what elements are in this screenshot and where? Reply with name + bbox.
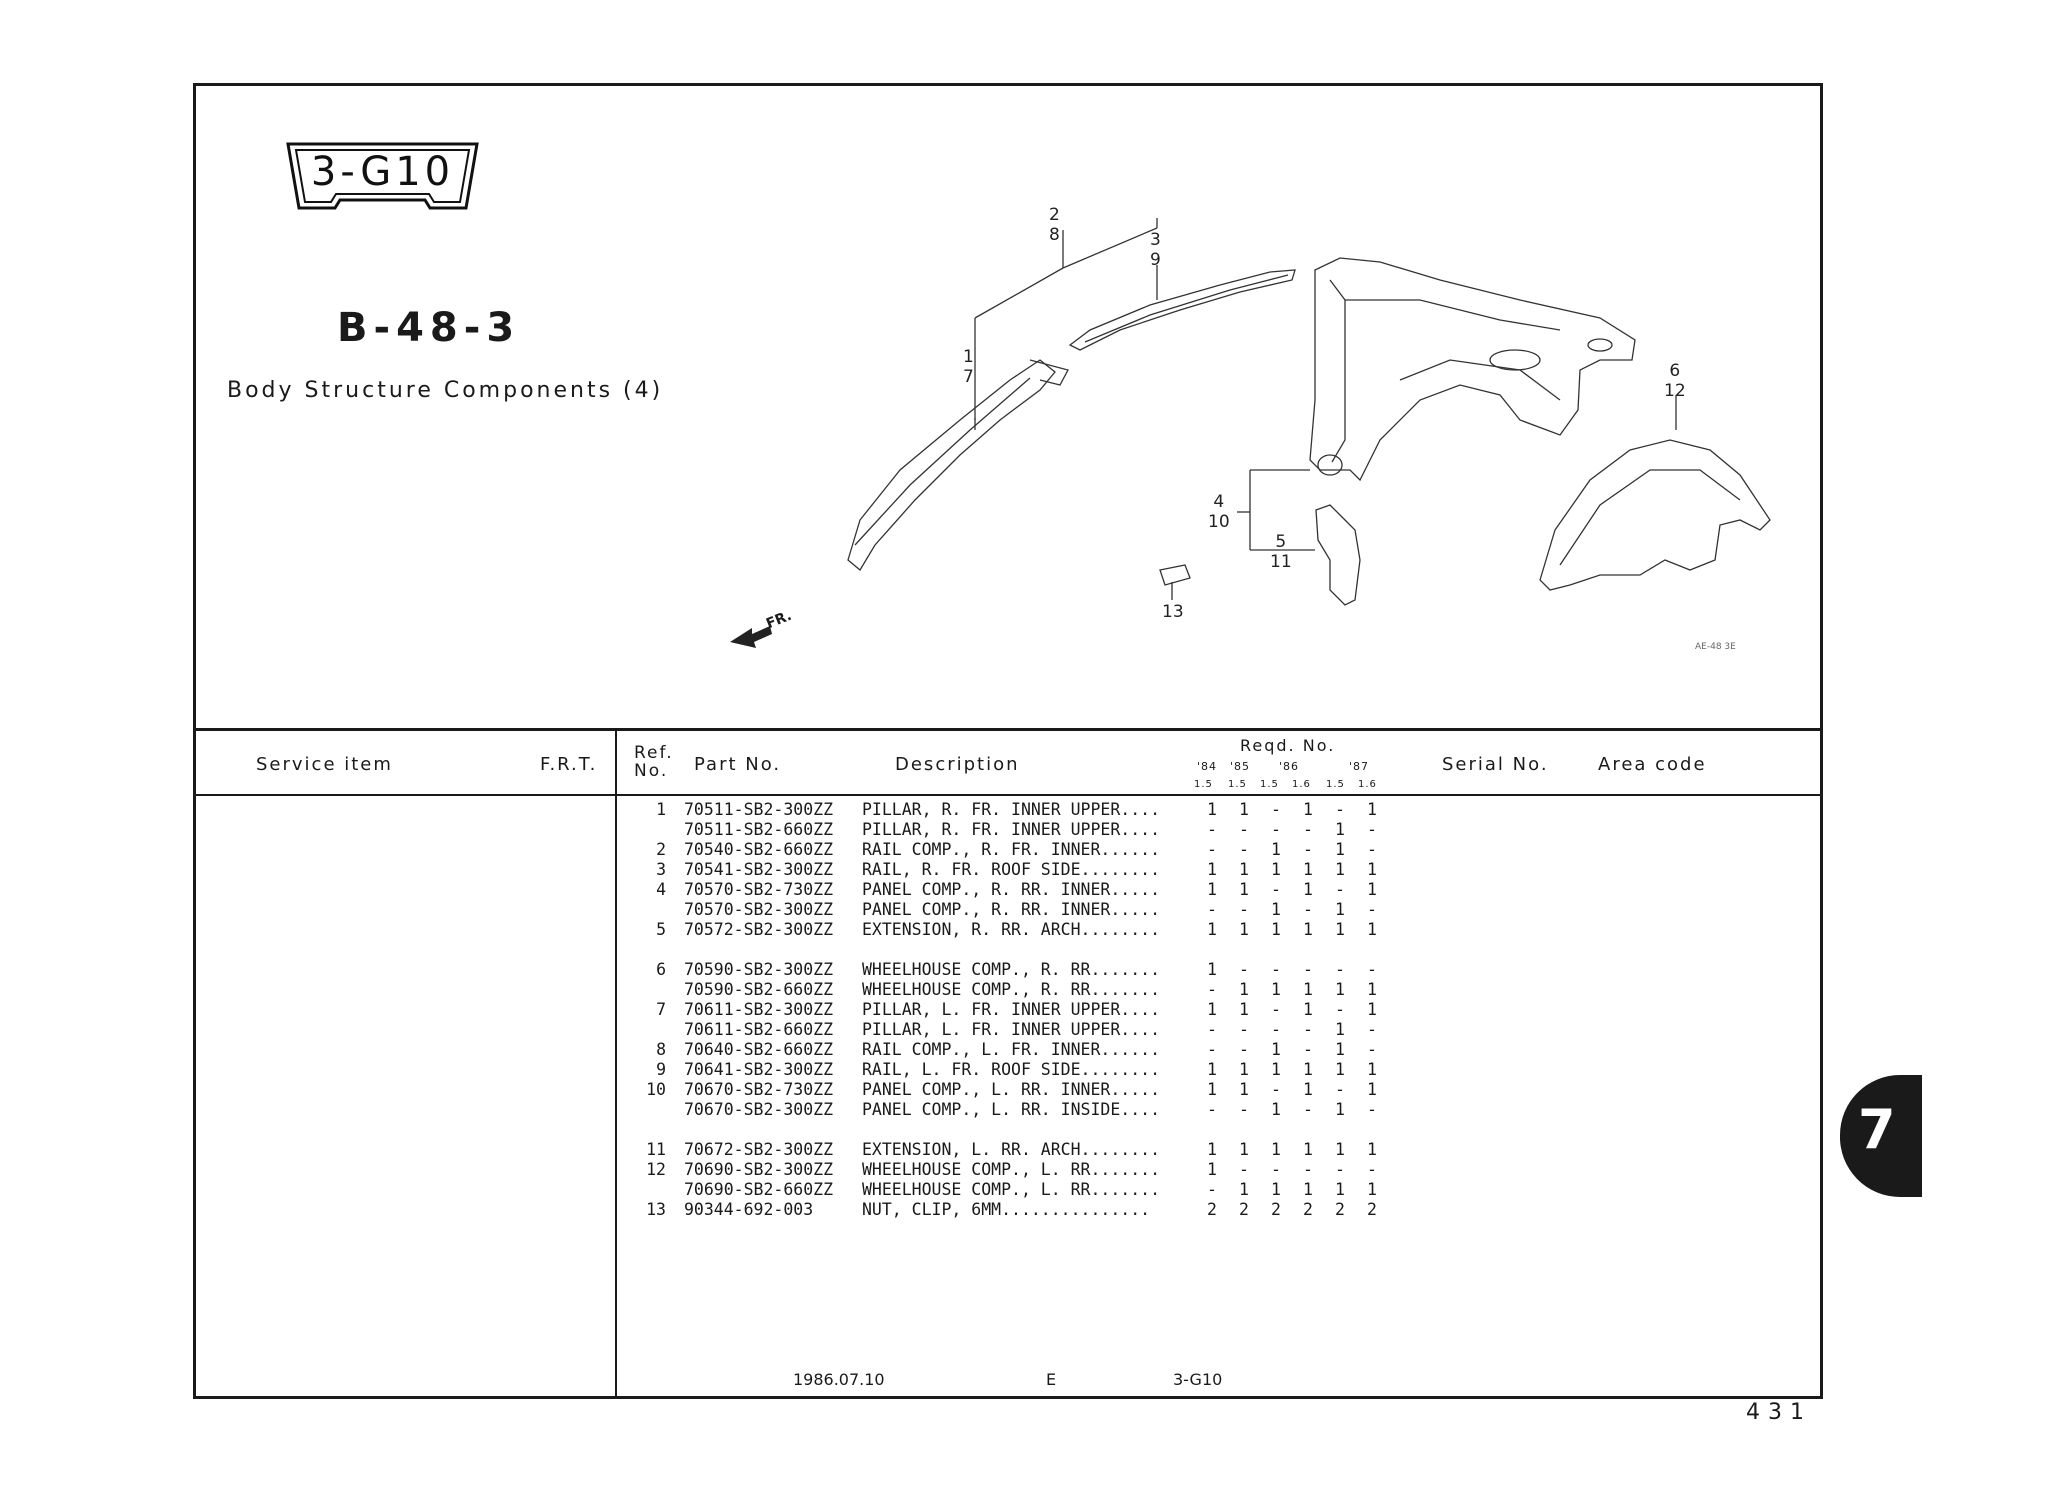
part-description: WHEELHOUSE COMP., R. RR....... (862, 980, 1161, 999)
qty-cell: - (1303, 900, 1313, 919)
part-description: PANEL COMP., L. RR. INNER..... (862, 1080, 1161, 1099)
callout-3-9: 3 9 (1150, 230, 1161, 270)
part-description: PANEL COMP., R. RR. INNER..... (862, 880, 1161, 899)
qty-cell: - (1335, 960, 1345, 979)
section-tab-number: 7 (1858, 1098, 1896, 1161)
part-number: 70570-SB2-300ZZ (684, 900, 834, 919)
part-number: 70540-SB2-660ZZ (684, 840, 834, 859)
qty-cell: 1 (1335, 1100, 1345, 1119)
part-number: 70641-SB2-300ZZ (684, 1060, 834, 1079)
header-engine-1: 1.5 (1228, 779, 1247, 790)
qty-cell: - (1367, 1040, 1377, 1059)
qty-cell: - (1207, 980, 1217, 999)
qty-cell: - (1303, 1160, 1313, 1179)
qty-cell: - (1303, 820, 1313, 839)
qty-cell: - (1239, 1020, 1249, 1039)
part-description: WHEELHOUSE COMP., R. RR....... (862, 960, 1161, 979)
qty-cell: - (1303, 1040, 1313, 1059)
qty-cell: 2 (1303, 1200, 1313, 1219)
part-description: PANEL COMP., L. RR. INSIDE.... (862, 1100, 1161, 1119)
qty-cell: 1 (1335, 1040, 1345, 1059)
qty-cell: - (1239, 820, 1249, 839)
qty-cell: - (1207, 1180, 1217, 1199)
qty-cell: 1 (1303, 1140, 1313, 1159)
callout-5-11: 5 11 (1270, 532, 1292, 572)
footer-code: E (1046, 1370, 1057, 1389)
qty-cell: - (1271, 1160, 1281, 1179)
qty-cell: 1 (1271, 920, 1281, 939)
part-description: PILLAR, R. FR. INNER UPPER.... (862, 800, 1161, 819)
callout-2-8: 2 8 (1049, 205, 1060, 245)
header-service-item: Service item (256, 754, 393, 775)
qty-cell: 2 (1271, 1200, 1281, 1219)
qty-cell: 1 (1239, 800, 1249, 819)
qty-cell: 1 (1303, 980, 1313, 999)
qty-cell: 1 (1207, 1140, 1217, 1159)
header-reqd-no: Reqd. No. (1240, 736, 1336, 755)
header-engine-0: 1.5 (1194, 779, 1213, 790)
header-divider (193, 794, 1823, 796)
qty-cell: 2 (1239, 1200, 1249, 1219)
page-number: 431 (1746, 1400, 1812, 1425)
qty-cell: - (1207, 1100, 1217, 1119)
part-number: 70570-SB2-730ZZ (684, 880, 834, 899)
qty-cell: - (1303, 960, 1313, 979)
qty-cell: 2 (1335, 1200, 1345, 1219)
qty-cell: 1 (1239, 1180, 1249, 1199)
header-serial-no: Serial No. (1442, 754, 1549, 775)
part-number: 70590-SB2-300ZZ (684, 960, 834, 979)
qty-cell: 1 (1335, 860, 1345, 879)
page-title: Body Structure Components (4) (227, 378, 664, 403)
qty-cell: 1 (1271, 840, 1281, 859)
ref-number: 9 (656, 1060, 666, 1079)
qty-cell: 1 (1367, 1180, 1377, 1199)
qty-cell: 1 (1367, 1080, 1377, 1099)
qty-cell: - (1271, 1080, 1281, 1099)
qty-cell: - (1271, 800, 1281, 819)
qty-cell: - (1239, 1040, 1249, 1059)
part-number: 70670-SB2-300ZZ (684, 1100, 834, 1119)
qty-cell: 1 (1271, 1140, 1281, 1159)
qty-cell: - (1367, 840, 1377, 859)
qty-cell: 1 (1367, 1000, 1377, 1019)
header-engine-3: 1.6 (1292, 779, 1311, 790)
part-number: 70572-SB2-300ZZ (684, 920, 834, 939)
qty-cell: - (1367, 1100, 1377, 1119)
qty-cell: 1 (1239, 1140, 1249, 1159)
column-divider (615, 728, 617, 1398)
qty-cell: 1 (1303, 880, 1313, 899)
callout-6-12: 6 12 (1664, 361, 1686, 401)
header-year-84: '84 (1197, 760, 1218, 773)
qty-cell: - (1367, 1160, 1377, 1179)
header-year-85: '85 (1230, 760, 1251, 773)
part-description: RAIL COMP., R. FR. INNER...... (862, 840, 1161, 859)
qty-cell: 1 (1335, 840, 1345, 859)
footer-date: 1986.07.10 (793, 1370, 885, 1389)
part-number: 70511-SB2-660ZZ (684, 820, 834, 839)
qty-cell: 1 (1271, 1040, 1281, 1059)
ref-number: 5 (656, 920, 666, 939)
qty-cell: 1 (1239, 860, 1249, 879)
qty-cell: - (1239, 1100, 1249, 1119)
qty-cell: - (1335, 800, 1345, 819)
ref-number: 2 (656, 840, 666, 859)
qty-cell: - (1239, 840, 1249, 859)
qty-cell: 1 (1239, 1080, 1249, 1099)
part-description: EXTENSION, R. RR. ARCH........ (862, 920, 1161, 939)
part-number: 70672-SB2-300ZZ (684, 1140, 834, 1159)
qty-cell: 1 (1271, 1180, 1281, 1199)
callout-4-10: 4 10 (1208, 492, 1230, 532)
callout-1-7: 1 7 (963, 347, 974, 387)
header-engine-2: 1.5 (1260, 779, 1279, 790)
part-number: 70640-SB2-660ZZ (684, 1040, 834, 1059)
qty-cell: 1 (1239, 1000, 1249, 1019)
qty-cell: - (1271, 1020, 1281, 1039)
qty-cell: 1 (1303, 1180, 1313, 1199)
qty-cell: 1 (1207, 960, 1217, 979)
qty-cell: - (1367, 1020, 1377, 1039)
part-number: 70590-SB2-660ZZ (684, 980, 834, 999)
part-number: 70690-SB2-300ZZ (684, 1160, 834, 1179)
front-label: FR. (763, 607, 794, 633)
ref-number: 13 (646, 1200, 666, 1219)
header-frt: F.R.T. (540, 754, 598, 775)
ref-number: 8 (656, 1040, 666, 1059)
header-part-no: Part No. (694, 754, 782, 775)
qty-cell: 1 (1335, 920, 1345, 939)
footer-ref: 3-G10 (1173, 1370, 1223, 1389)
part-number: 70541-SB2-300ZZ (684, 860, 834, 879)
header-ref-no: Ref. No. (634, 743, 674, 781)
qty-cell: - (1239, 1160, 1249, 1179)
page-code: B-48-3 (337, 305, 521, 351)
qty-cell: 1 (1335, 980, 1345, 999)
qty-cell: - (1207, 840, 1217, 859)
qty-cell: 1 (1303, 1060, 1313, 1079)
header-engine-5: 1.6 (1358, 779, 1377, 790)
qty-cell: - (1303, 1100, 1313, 1119)
qty-cell: 1 (1207, 880, 1217, 899)
diagram-divider (193, 728, 1823, 731)
part-number: 70611-SB2-300ZZ (684, 1000, 834, 1019)
header-engines (1190, 779, 1410, 793)
ref-number: 6 (656, 960, 666, 979)
qty-cell: 1 (1335, 1140, 1345, 1159)
qty-cell: - (1207, 1040, 1217, 1059)
ref-number: 10 (646, 1080, 666, 1099)
qty-cell: - (1207, 900, 1217, 919)
qty-cell: - (1335, 880, 1345, 899)
qty-cell: - (1207, 1020, 1217, 1039)
qty-cell: 1 (1303, 920, 1313, 939)
qty-cell: 1 (1207, 1080, 1217, 1099)
qty-cell: 1 (1207, 1000, 1217, 1019)
qty-cell: 1 (1207, 800, 1217, 819)
part-description: NUT, CLIP, 6MM............... (862, 1200, 1151, 1219)
part-number: 70511-SB2-300ZZ (684, 800, 834, 819)
qty-cell: 1 (1271, 980, 1281, 999)
qty-cell: 1 (1335, 900, 1345, 919)
qty-cell: 1 (1367, 1140, 1377, 1159)
header-area-code: Area code (1598, 754, 1707, 775)
qty-cell: - (1239, 900, 1249, 919)
qty-cell: 1 (1239, 920, 1249, 939)
qty-cell: 1 (1367, 920, 1377, 939)
qty-cell: 1 (1239, 1060, 1249, 1079)
part-description: WHEELHOUSE COMP., L. RR....... (862, 1160, 1161, 1179)
ref-number: 4 (656, 880, 666, 899)
ref-number: 12 (646, 1160, 666, 1179)
qty-cell: 1 (1207, 1160, 1217, 1179)
header-year-86: '86 (1279, 760, 1300, 773)
qty-cell: - (1271, 1000, 1281, 1019)
part-number: 90344-692-003 (684, 1200, 814, 1219)
qty-cell: 1 (1303, 1000, 1313, 1019)
qty-cell: 1 (1367, 860, 1377, 879)
qty-cell: 2 (1367, 1200, 1377, 1219)
qty-cell: 1 (1303, 1080, 1313, 1099)
qty-cell: 1 (1207, 860, 1217, 879)
header-description: Description (895, 754, 1020, 775)
qty-cell: - (1303, 840, 1313, 859)
qty-cell: 2 (1207, 1200, 1217, 1219)
part-number: 70611-SB2-660ZZ (684, 1020, 834, 1039)
qty-cell: 1 (1335, 820, 1345, 839)
qty-cell: - (1303, 1020, 1313, 1039)
part-number: 70670-SB2-730ZZ (684, 1080, 834, 1099)
qty-cell: - (1367, 820, 1377, 839)
ref-number: 3 (656, 860, 666, 879)
part-description: RAIL, L. FR. ROOF SIDE........ (862, 1060, 1161, 1079)
part-description: RAIL, R. FR. ROOF SIDE........ (862, 860, 1161, 879)
part-description: PILLAR, L. FR. INNER UPPER.... (862, 1000, 1161, 1019)
part-number: 70690-SB2-660ZZ (684, 1180, 834, 1199)
qty-cell: 1 (1239, 880, 1249, 899)
qty-cell: - (1335, 1080, 1345, 1099)
part-description: PILLAR, L. FR. INNER UPPER.... (862, 1020, 1161, 1039)
part-description: EXTENSION, L. RR. ARCH........ (862, 1140, 1161, 1159)
qty-cell: 1 (1335, 1180, 1345, 1199)
qty-cell: - (1271, 880, 1281, 899)
part-description: PILLAR, R. FR. INNER UPPER.... (862, 820, 1161, 839)
drawing-code: AE-48 3E (1695, 642, 1736, 652)
qty-cell: 1 (1239, 980, 1249, 999)
header-engine-4: 1.5 (1326, 779, 1345, 790)
ref-number: 7 (656, 1000, 666, 1019)
qty-cell: 1 (1335, 1020, 1345, 1039)
qty-cell: - (1335, 1160, 1345, 1179)
qty-cell: 1 (1303, 800, 1313, 819)
qty-cell: 1 (1367, 1060, 1377, 1079)
qty-cell: 1 (1207, 1060, 1217, 1079)
badge-label: 3-G10 (310, 149, 455, 195)
qty-cell: 1 (1367, 800, 1377, 819)
part-description: PANEL COMP., R. RR. INNER..... (862, 900, 1161, 919)
qty-cell: - (1207, 820, 1217, 839)
part-description: WHEELHOUSE COMP., L. RR....... (862, 1180, 1161, 1199)
qty-cell: 1 (1271, 900, 1281, 919)
callout-13: 13 (1162, 602, 1184, 622)
qty-cell: - (1239, 960, 1249, 979)
qty-cell: 1 (1207, 920, 1217, 939)
ref-number: 11 (646, 1140, 666, 1159)
ref-number: 1 (656, 800, 666, 819)
qty-cell: 1 (1271, 1100, 1281, 1119)
qty-cell: - (1367, 960, 1377, 979)
qty-cell: - (1271, 820, 1281, 839)
qty-cell: - (1335, 1000, 1345, 1019)
qty-cell: 1 (1367, 980, 1377, 999)
qty-cell: - (1271, 960, 1281, 979)
qty-cell: 1 (1367, 880, 1377, 899)
part-description: RAIL COMP., L. FR. INNER...... (862, 1040, 1161, 1059)
front-arrow-icon (730, 626, 772, 648)
qty-cell: - (1367, 900, 1377, 919)
header-year-87: '87 (1349, 760, 1370, 773)
qty-cell: 1 (1271, 1060, 1281, 1079)
qty-cell: 1 (1303, 860, 1313, 879)
qty-cell: 1 (1271, 860, 1281, 879)
qty-cell: 1 (1335, 1060, 1345, 1079)
